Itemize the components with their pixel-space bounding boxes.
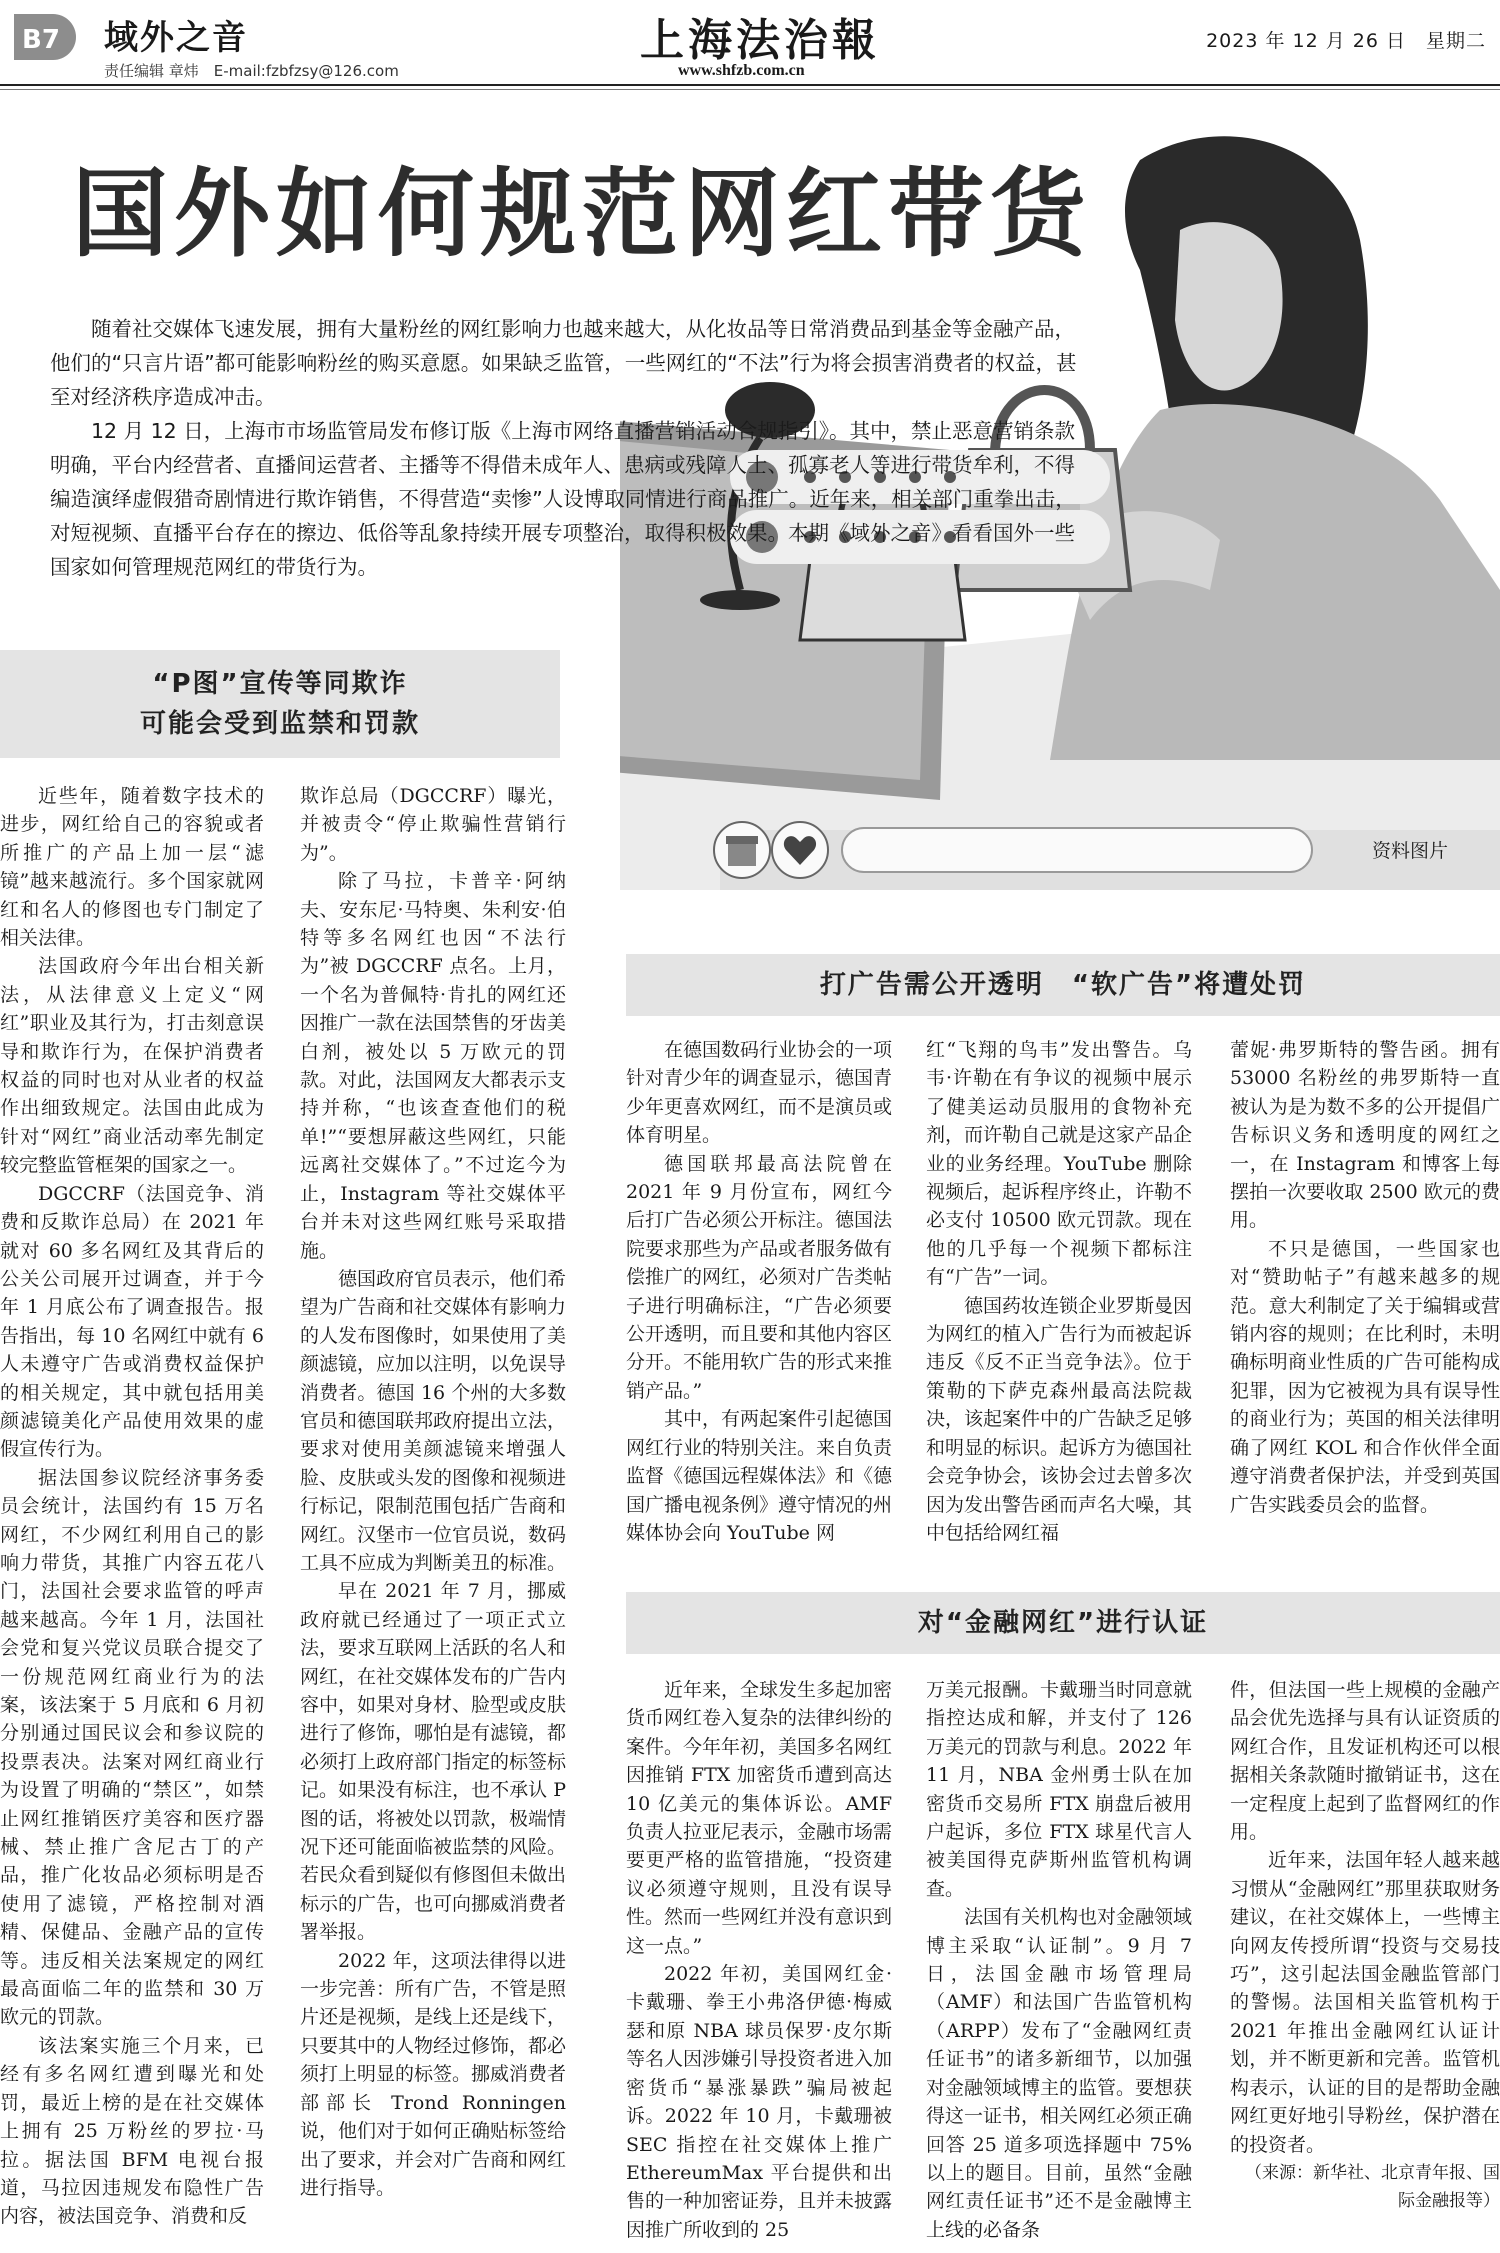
article-source: （来源：新华社、北京青年报、国际金融报等） — [1245, 2162, 1500, 2212]
body-paragraph: 法国政府今年出台相关新法，从法律意义上定义“网红”职业及其行为，打击刻意误导和欺诈行为，在保护消费者权益的同时也对从业者的权益作出细致规定。法国由此成为针对“网红”商业活动率先制定较完整监管框架的国家之一。 — [0, 955, 264, 1177]
body-column-4 — [926, 1036, 1192, 1576]
newspaper-url[interactable]: www.shfzb.com.cn — [678, 62, 805, 79]
headline: 国外如何规范网红带货 — [72, 158, 1092, 270]
subhead-line-1: “P图”宣传等同欺诈 — [152, 669, 408, 699]
body-paragraph: 近些年，随着数字技术的进步，网红给自己的容貌或者所推广的产品上加一层“滤镜”越来越流行。多个国家就网红和名人的修图也专门制定了相关法律。 — [0, 785, 264, 950]
body-paragraph: 近年来，全球发生多起加密货币网红卷入复杂的法律纠纷的案件。今年年初，美国多名网红因推销 FTX 加密货币遭到高达 10 亿美元的集体诉讼。AMF 负责人拉亚尼表示，金融市场需要更严格的监管措施，“投资建议必须遵守规则，且没有误导性。然而一些网红并没有意识到这一点。” — [626, 1679, 892, 1957]
body-paragraph: 据法国参议院经济事务委员会统计，法国约有 15 万名网红，不少网红利用自己的影响力带货，其推广内容五花八门，法国社会要求监管的呼声越来越高。今年 1 月，法国社会党和复兴党议员联合提交了一份规范网红商业行为的法案，该法案于 5 月底和 6 月初分别通过国民议会和参议院的投票表决。法案对网红商业行为设置了明确的“禁区”，如禁止网红推销医疗美容和医疗器械、禁止推广含尼古丁的产品，推广化妆品必须标明是否使用了滤镜，严格控制对酒精、保健品、金融产品的宣传等。违反相关法案规定的网红最高面临二年的监禁和 30 万欧元的罚款。 — [0, 1466, 264, 2029]
subhead-p-image-fraud — [0, 650, 560, 758]
body-paragraph: 2022 年初，美国网红金·卡戴珊、拳王小弗洛伊德·梅威瑟和原 NBA 球员保罗·皮尔斯等名人因涉嫌引导投资者进入加密货币“暴涨暴跌”骗局被起诉。2022 年 10 月，卡戴珊被 SEC 指控在社交媒体上推广 EthereumMax 平台提供和出售的一种加密证券，且并未披露因推广所收到的 25 — [626, 1963, 892, 2241]
body-paragraph: DGCCRF（法国竞争、消费和反欺诈总局）在 2021 年就对 60 多名网红及其背后的公关公司展开过调查，并于今年 1 月底公布了调查报告。报告指出，每 10 名网红中就有 6 人未遵守广告或消费权益保护的相关规定，其中就包括用美颜滤镜美化产品使用效果的虚假宣传行为。 — [0, 1182, 264, 1461]
body-paragraph: 早在 2021 年 7 月，挪威政府就已经通过了一项正式立法，要求互联网上活跃的名人和网红，在社交媒体发布的广告内容中，如果对身材、脸型或皮肤进行了修饰，哪怕是有滤镜，都必须打上政府部门指定的标签标记。如果没有标注，也不承认 P 图的话，将被处以罚款，极端情况下还可能面临被监禁的风险。若民众看到疑似有修图但未做出标示的广告，也可向挪威消费者署举报。 — [300, 1580, 566, 1944]
page-number-badge: B7 — [14, 14, 76, 60]
subhead-line-2: 可能会受到监禁和罚款 — [139, 709, 420, 739]
subhead-ad-transparency: 打广告需公开透明 “软广告”将遭处罚 — [626, 954, 1500, 1016]
section-name: 域外之音 — [104, 18, 248, 58]
body-paragraph: 德国药妆连锁企业罗斯曼因为网红的植入广告行为而被起诉违反《反不正当竞争法》。位于策勒的下萨克森州最高法院裁决，该起案件中的广告缺乏足够和明显的标识。起诉方为德国社会竞争协会，该协会过去曾多次因为发出警告函而声名大噪，其中包括给网红福 — [926, 1294, 1192, 1544]
lead-paragraph: 随着社交媒体飞速发展，拥有大量粉丝的网红影响力也越来越大，从化妆品等日常消费品到基金等金融产品，他们的“只言片语”都可能影响粉丝的购买意愿。如果缺乏监管，一些网红的“不法”行为将会损害消费者的权益，甚至对经济秩序造成冲击。 — [50, 317, 1077, 409]
lead-paragraphs — [50, 312, 1080, 584]
body-column-6 — [626, 1676, 892, 2246]
body-paragraph: 法国有关机构也对金融领域博主采取“认证制”。9 月 7 日，法国金融市场管理局（AMF）和法国广告监管机构（ARPP）发布了“金融网红责任证书”的诸多新细节，以加强对金融领域博主的监管。要想获得这一证书，相关网红必须正确回答 25 道多项选择题中 75%以上的题目。目前，虽然“金融网红责任证书”还不是金融博主上线的必备条 — [926, 1906, 1192, 2241]
comment-input-bar — [842, 828, 1312, 872]
body-paragraph: 不只是德国，一些国家也对“赞助帖子”有越来越多的规范。意大利制定了关于编辑或营销内容的规则；在比利时，未明确标明商业性质的广告可能构成犯罪，因为它被视为具有误导性的商业行为；英国的相关法律明确了网红 KOL 和合作伙伴全面遵守消费者保护法，并受到英国广告实践委员会的监督。 — [1230, 1237, 1500, 1516]
issue-date: 2023 年 12 月 26 日 星期二 — [1206, 30, 1486, 52]
body-column-2 — [300, 782, 566, 2242]
newspaper-logo: 上海法治報 — [640, 15, 880, 66]
body-column-7 — [926, 1676, 1192, 2246]
body-paragraph: 近年来，法国年轻人越来越习惯从“金融网红”那里获取财务建议，在社交媒体上，一些博主向网友传授所谓“投资与交易技巧”，这引起法国金融监管部门的警惕。法国相关监管机构于 2021 年推出金融网红认证计划，并不断更新和完善。监管机构表示，认证的目的是帮助金融网红更好地引导粉丝，保护潜在的投资者。 — [1230, 1849, 1500, 2156]
body-column-3 — [626, 1036, 892, 1576]
heart-icon — [772, 822, 828, 878]
body-paragraph-continued: 红“飞翔的鸟韦”发出警告。乌韦·许勒在有争议的视频中展示了健美运动员服用的食物补充剂，而许勒自己就是这家产品企业的业务经理。YouTube 删除视频后，起诉程序终止，许勒不必支付 10500 欧元罚款。现在他的几乎每一个视频下都标注有“广告”一词。 — [926, 1039, 1192, 1289]
editor-line: 责任编辑 章炜 E-mail:fzbfzsy@126.com — [104, 62, 399, 80]
body-paragraph: 2022 年，这项法律得以进一步完善：所有广告，不管是照片还是视频，是线上还是线下，只要其中的人物经过修饰，都必须打上明显的标签。挪威消费者部部长 Trond Ronningen 说，他们对于如何正确贴标签给出了要求，并会对广告商和网红进行指导。 — [300, 1949, 566, 2199]
body-paragraph-continued: 万美元报酬。卡戴珊当时同意就指控达成和解，并支付了 126 万美元的罚款与利息。2022 年 11 月，NBA 金州勇士队在加密货币交易所 FTX 崩盘后被用户起诉，多位 FTX 球星代言人被美国得克萨斯州监管机构调查。 — [926, 1679, 1192, 1900]
body-paragraph: 该法案实施三个月来，已经有多名网红遭到曝光和处罚，最近上榜的是在社交媒体上拥有 25 万粉丝的罗拉·马拉。据法国 BFM 电视台报道，马拉因违规发布隐性广告内容，被法国竞争、消费和反 — [0, 2034, 264, 2228]
subhead-finfluencer-certification: 对“金融网红”进行认证 — [626, 1592, 1500, 1654]
masthead-rule — [0, 84, 1500, 86]
body-paragraph: 除了马拉，卡普辛·阿纳夫、安东尼·马特奥、朱利安·伯特等多名网红也因“不法行为”被 DGCCRF 点名。上月，一个名为普佩特·肯扎的网红还因推广一款在法国禁售的牙齿美白剂，被处以 5 万欧元的罚款。对此，法国网友大都表示支持并称，“也该查查他们的税单!”“要想屏蔽这些网红，只能远离社交媒体了。”不过迄今为止，Instagram 等社交媒体平台并未对这些网红账号采取措施。 — [300, 870, 566, 1262]
gift-icon — [714, 822, 770, 878]
body-column-8 — [1230, 1676, 1500, 2246]
body-paragraph: 在德国数码行业协会的一项针对青少年的调查显示，德国青少年更喜欢网红，而不是演员或体育明星。 — [626, 1039, 892, 1147]
body-paragraph: 德国联邦最高法院曾在 2021 年 9 月份宣布，网红今后打广告必须公开标注。德国法院要求那些为产品或者服务做有偿推广的网红，必须对广告类帖子进行明确标注，“广告必须要公开透明，而且要和其他内容区分开。不能用软广告的形式来推销产品。” — [626, 1152, 892, 1402]
lead-paragraph: 12 月 12 日，上海市市场监管局发布修订版《上海市网络直播营销活动合规指引》。其中，禁止恶意营销条款明确，平台内经营者、直播间运营者、主播等不得借未成年人、患病或残障人士、孤寡老人等进行带货牟利，不得编造演绎虚假猎奇剧情进行欺诈销售，不得营造“卖惨”人设博取同情进行商品推广。近年来，相关部门重拳出击，对短视频、直播平台存在的擦边、低俗等乱象持续开展专项整治，取得积极效果。本期《域外之音》看看国外一些国家如何管理规范网红的带货行为。 — [50, 419, 1076, 579]
body-paragraph: 德国政府官员表示，他们希望为广告商和社交媒体有影响力的人发布图像时，如果使用了美颜滤镜，应加以注明，以免误导消费者。德国 16 个州的大多数官员和德国联邦政府提出立法，要求对使用美颜滤镜来增强人脸、皮肤或头发的图像和视频进行标记，限制范围包括广告商和网红。汉堡市一位官员说，数码工具不应成为判断美丑的标准。 — [300, 1267, 566, 1574]
body-column-1 — [0, 782, 264, 2242]
masthead — [0, 0, 1500, 90]
image-credit: 资料图片 — [1372, 840, 1449, 862]
body-paragraph-continued: 件，但法国一些上规模的金融产品会优先选择与具有认证资质的网红合作，且发证机构还可以根据相关条款随时撤销证书，这在一定程度上起到了监督网红的作用。 — [1230, 1679, 1500, 1844]
body-paragraph-continued: 欺诈总局（DGCCRF）曝光，并被责令“停止欺骗性营销行为”。 — [300, 785, 566, 864]
body-column-5 — [1230, 1036, 1500, 1576]
body-paragraph-continued: 蕾妮·弗罗斯特的警告函。拥有 53000 名粉丝的弗罗斯特一直被认为是为数不多的公开提倡广告标识义务和透明度的网红之一，在 Instagram 和博客上每摆拍一次要收取 2500 欧元的费用。 — [1230, 1039, 1500, 1232]
masthead-rule-thin — [0, 89, 1500, 90]
body-paragraph: 其中，有两起案件引起德国网红行业的特别关注。来自负责监督《德国远程媒体法》和《德国广播电视条例》遵守情况的州媒体协会向 YouTube 网 — [626, 1408, 892, 1544]
